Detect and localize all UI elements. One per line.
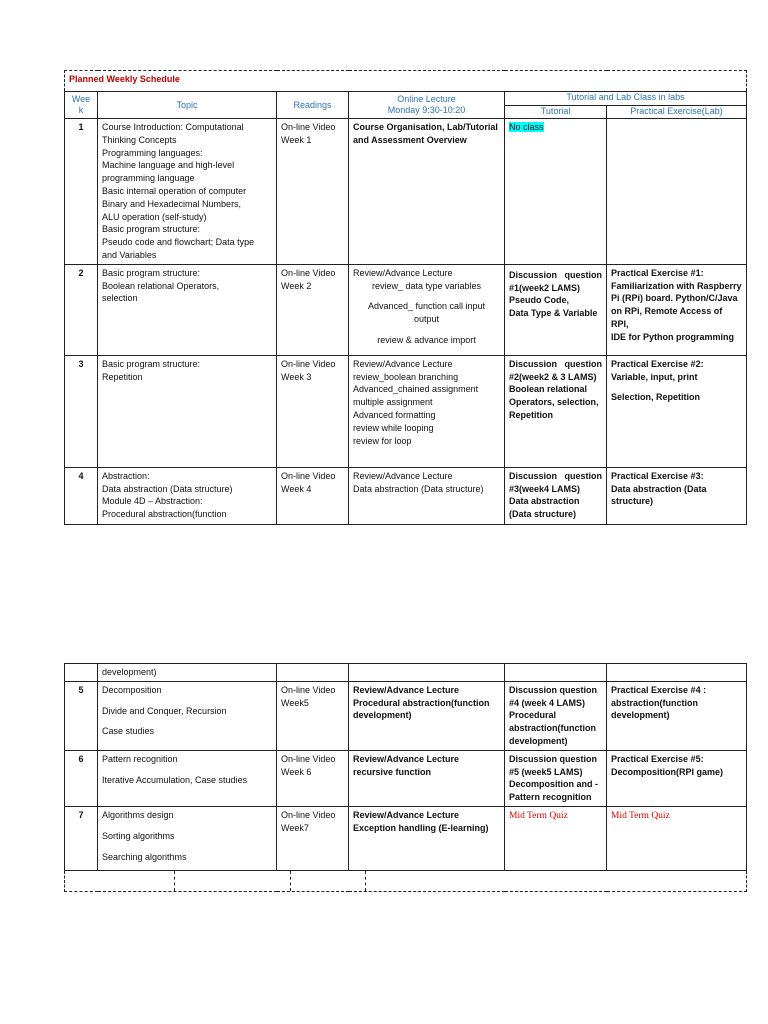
mid-term-quiz-label: Mid Term Quiz: [611, 810, 670, 821]
readings-cell: On-line Video Week 1: [277, 119, 349, 265]
header-online-lecture: Online Lecture Monday 9:30-10:20: [349, 92, 505, 119]
table-row-week-4: [65, 467, 747, 524]
week-number: 2: [65, 264, 98, 355]
tutorial-cell: Discussion question #1(week2 LAMS) Pseudo Code, Data Type & Variable: [505, 264, 607, 355]
table-row-week-1: [65, 119, 747, 265]
practical-cell: Practical Exercise #2: Variable, input, print Selection, Repetition: [607, 355, 747, 467]
lecture-cell: Review/Advance Lecture Procedural abstraction(function development): [349, 681, 505, 750]
table-row-continued: [65, 664, 747, 682]
readings-cell: On-line Video Week5: [277, 681, 349, 750]
readings-cell: On-line Video Week 2: [277, 264, 349, 355]
topic-cell: Pattern recognition Iterative Accumulation, Case studies: [98, 750, 277, 806]
practical-cell: Practical Exercise #5: Decomposition(RPI game): [607, 750, 747, 806]
readings-cell: On-line Video Week 3: [277, 355, 349, 467]
table-row-empty: [65, 870, 747, 891]
practical-cell: [607, 806, 747, 870]
header-practical: Practical Exercise(Lab): [607, 106, 747, 119]
schedule-title: Planned Weekly Schedule: [65, 71, 747, 92]
table-row-week-5: [65, 681, 747, 750]
table-row-week-7: [65, 806, 747, 870]
readings-cell: On-line Video Week 6: [277, 750, 349, 806]
week-number: 6: [65, 750, 98, 806]
readings-cell: On-line Video Week7: [277, 806, 349, 870]
no-class-label: No class: [509, 122, 544, 132]
header-topic: Topic: [98, 92, 277, 119]
practical-cell: Practical Exercise #4 : abstraction(function development): [607, 681, 747, 750]
tutorial-cell: Discussion question #5 (week5 LAMS) Decomposition and - Pattern recognition: [505, 750, 607, 806]
schedule-table-part2: [64, 663, 747, 892]
week-number: 7: [65, 806, 98, 870]
tutorial-cell: [505, 806, 607, 870]
header-readings: Readings: [277, 92, 349, 119]
tutorial-cell: [505, 119, 607, 265]
topic-cell: Decomposition Divide and Conquer, Recursion Case studies: [98, 681, 277, 750]
tutorial-cell: Discussion question #4 (week 4 LAMS) Procedural abstraction(function development): [505, 681, 607, 750]
lecture-cell: Review/Advance Lecture review_ data type variables Advanced_ function call input output review & advance import: [349, 264, 505, 355]
lecture-cell: Review/Advance Lecture Data abstraction (Data structure): [349, 467, 505, 524]
topic-cell: Algorithms design Sorting algorithms Searching algorithms: [98, 806, 277, 870]
table-row-week-6: [65, 750, 747, 806]
week-number: 1: [65, 119, 98, 265]
lecture-cell: Review/Advance Lecture review_boolean branching Advanced_chained assignment multiple assignment Advanced formatting review while looping review for loop: [349, 355, 505, 467]
table-row-week-3: [65, 355, 747, 467]
topic-cell: Course Introduction: Computational Thinking Concepts Programming languages: Machine language and high-level programming language Basic internal operation of computer Binary and Hexadecimal Numbers, ALU operation (self-study) Basic program structure: Pseudo code and flowchart; Data type and Variables: [98, 119, 277, 265]
topic-cell: development): [98, 664, 277, 682]
topic-cell: Basic program structure: Boolean relational Operators, selection: [98, 264, 277, 355]
tutorial-cell: Discussion question #2(week2 & 3 LAMS) Boolean relational Operators, selection, Repetition: [505, 355, 607, 467]
practical-cell: Practical Exercise #1: Familiarization with Raspberry Pi (RPi) board. Python/C/Java on RPi, Remote Access of RPI, IDE for Python programming: [607, 264, 747, 355]
mid-term-quiz-label: Mid Term Quiz: [509, 810, 568, 821]
week-number: 3: [65, 355, 98, 467]
schedule-table-part1: [64, 70, 747, 525]
lecture-cell: Review/Advance Lecture Exception handling (E-learning): [349, 806, 505, 870]
header-tutorial-lab: Tutorial and Lab Class in labs: [505, 92, 747, 106]
practical-cell: [607, 119, 747, 265]
week-number: 5: [65, 681, 98, 750]
lecture-cell: Course Organisation, Lab/Tutorial and Assessment Overview: [349, 119, 505, 265]
lecture-cell: Review/Advance Lecture recursive function: [349, 750, 505, 806]
header-tutorial: Tutorial: [505, 106, 607, 119]
topic-cell: Abstraction: Data abstraction (Data structure) Module 4D – Abstraction: Procedural abstraction(function: [98, 467, 277, 524]
week-number: 4: [65, 467, 98, 524]
table-row-week-2: [65, 264, 747, 355]
topic-cell: Basic program structure: Repetition: [98, 355, 277, 467]
tutorial-cell: Discussion question #3(week4 LAMS) Data abstraction (Data structure): [505, 467, 607, 524]
practical-cell: Practical Exercise #3: Data abstraction (Data structure): [607, 467, 747, 524]
readings-cell: On-line Video Week 4: [277, 467, 349, 524]
header-week: Wee k: [65, 92, 98, 119]
